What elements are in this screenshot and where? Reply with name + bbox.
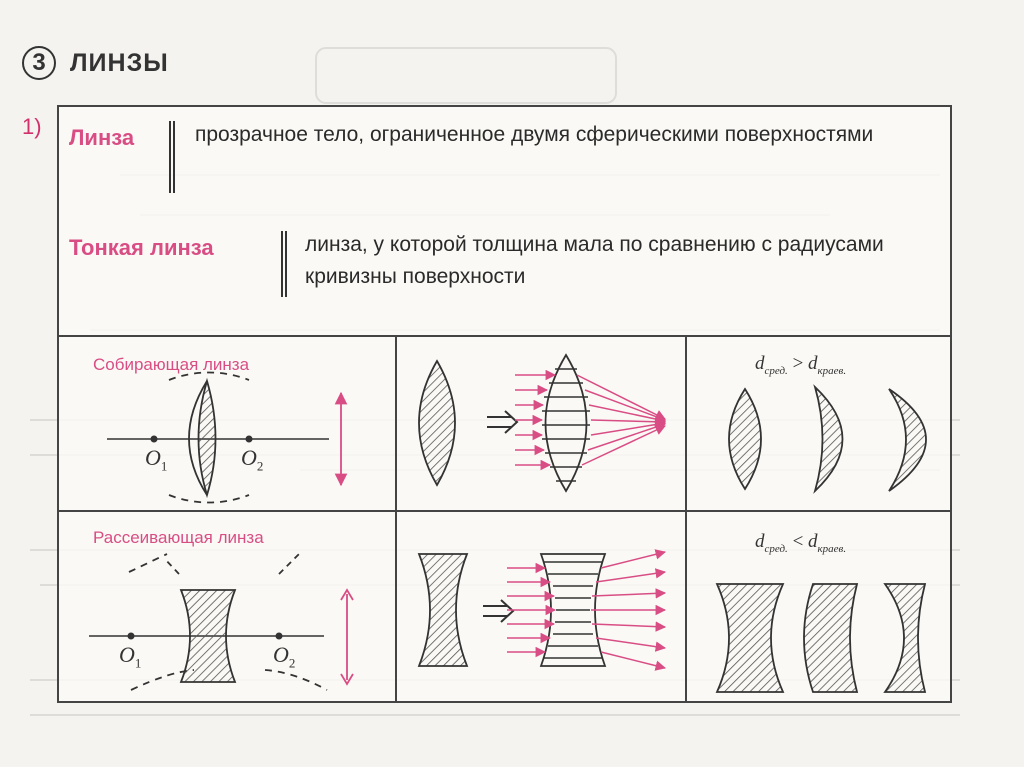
lenses-table <box>57 105 952 703</box>
section-number-badge <box>22 46 56 80</box>
formula-converging: $d_{сред.} > d_{краев.}$ <box>755 353 847 377</box>
term-lens: Линза <box>69 125 135 150</box>
section-title: ЛИНЗЫ <box>70 48 169 77</box>
converging-lens-diagram <box>59 335 395 510</box>
converging-lens-label: Собирающая линза <box>93 355 250 374</box>
definitions-block <box>59 107 950 337</box>
section-number: 3 <box>32 49 46 76</box>
term-separator <box>281 231 287 297</box>
converging-refraction-diagram <box>395 335 685 510</box>
section-header <box>22 46 169 80</box>
diverging-refraction-diagram <box>395 510 685 701</box>
term-separator <box>169 121 175 193</box>
formula-diverging: $d_{сред.} < d_{краев.}$ <box>755 531 847 555</box>
item-number: 1) <box>22 114 42 139</box>
focus-o1-diverging: $O_1$ <box>119 642 142 671</box>
diverging-lens-shapes <box>685 510 950 701</box>
focus-o2-converging: $O_2$ <box>241 445 264 474</box>
converging-lens-shapes <box>685 335 950 510</box>
focus-o1-converging: $O_1$ <box>145 445 168 474</box>
lens-types-grid <box>59 335 950 701</box>
diverging-lens-diagram <box>59 510 395 701</box>
focus-o2-diverging: $O_2$ <box>273 642 296 671</box>
diverging-lens-label: Рассеивающая линза <box>93 528 264 547</box>
definition-lens: прозрачное тело, ограниченное двумя сферическими поверхностями <box>195 123 874 146</box>
term-thin-lens: Тонкая линза <box>69 235 214 260</box>
definition-thin-lens: линза, у которой толщина мала по сравнению с радиусами кривизны поверхности <box>305 233 884 288</box>
